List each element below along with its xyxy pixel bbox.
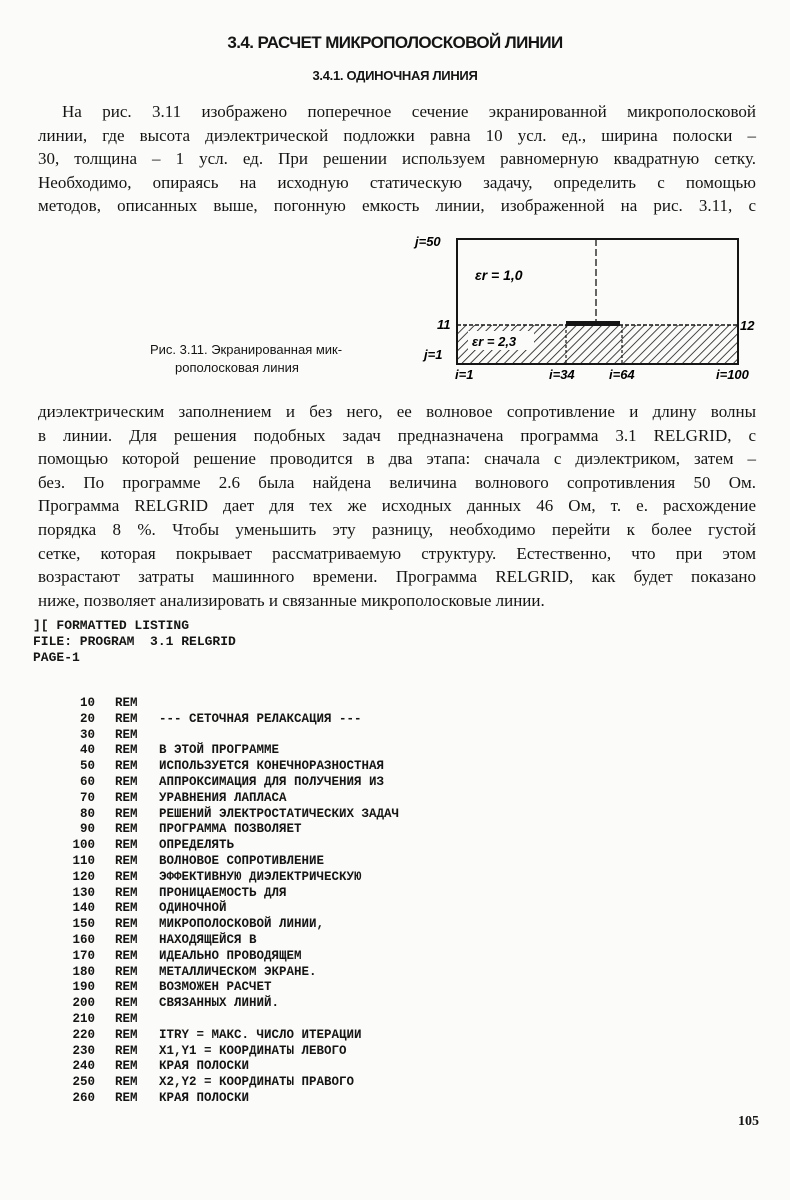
line-number: 10 <box>79 696 95 710</box>
keyword: REM <box>115 743 138 758</box>
code-line <box>60 965 399 981</box>
line-number: 130 <box>72 885 95 900</box>
line-number: 30 <box>79 727 95 742</box>
comment-text: ОПРЕДЕЛЯТЬ <box>159 838 235 853</box>
code-line <box>60 996 399 1012</box>
keyword: REM <box>115 1075 138 1090</box>
code-line <box>60 870 399 886</box>
line-number: 240 <box>72 1059 95 1074</box>
code-line <box>60 712 399 728</box>
text-line: диэлектрическим заполнением и без него, ее волновое сопротивление и длину волны <box>38 402 756 421</box>
text-line: 30, толщина – 1 усл. ед. При решении используем равномерную квадратную сетку. <box>38 149 756 169</box>
code-line <box>60 917 399 933</box>
line-number: 220 <box>72 1027 95 1042</box>
comment-text: ИСПОЛЬЗУЕТСЯ КОНЕЧНОРАЗНОСТНАЯ <box>159 759 385 774</box>
comment-text: ИДЕАЛЬНО ПРОВОДЯЩЕМ <box>159 948 302 963</box>
keyword: REM <box>115 853 138 868</box>
code-line <box>60 1075 399 1091</box>
line-number: 60 <box>79 774 95 789</box>
line-number: 110 <box>72 853 95 868</box>
comment-text: X2,Y2 = КООРДИНАТЫ ПРАВОГО <box>159 1075 355 1090</box>
keyword: REM <box>115 917 138 932</box>
comment-text: СВЯЗАННЫХ ЛИНИЙ. <box>159 996 280 1011</box>
comment-text: КРАЯ ПОЛОСКИ <box>159 1090 250 1105</box>
label-i1: i=1 <box>455 367 474 382</box>
code-line <box>60 933 399 949</box>
comment-text: ВОЛНОВОЕ СОПРОТИВЛЕНИЕ <box>159 853 325 868</box>
keyword: REM <box>115 1011 138 1026</box>
listing-header <box>33 618 236 666</box>
keyword: REM <box>115 727 138 742</box>
comment-text: ITRY = МАКС. ЧИСЛО ИТЕРАЦИИ <box>159 1027 362 1042</box>
keyword: REM <box>115 901 138 916</box>
keyword: REM <box>115 822 138 837</box>
keyword: REM <box>115 1027 138 1042</box>
keyword: REM <box>115 806 138 821</box>
line-number: 150 <box>72 917 95 932</box>
comment-text: --- СЕТОЧНАЯ РЕЛАКСАЦИЯ --- <box>159 711 362 726</box>
text-line: без. По программе 2.6 была найдена величина волнового сопротивления 50 Ом. <box>38 472 756 492</box>
comment-text: АППРОКСИМАЦИЯ ДЛЯ ПОЛУЧЕНИЯ ИЗ <box>159 774 385 789</box>
line-number: 210 <box>72 1011 95 1026</box>
listing-header-line: ][ FORMATTED LISTING <box>33 618 190 633</box>
text-line: сетке, которая покрывает рассматриваемую структуру. Естественно, что при этом <box>38 543 756 563</box>
code-line <box>60 1059 399 1075</box>
comment-text: УРАВНЕНИЯ ЛАПЛАСА <box>159 790 287 805</box>
subsection-title: 3.4.1. ОДИНОЧНАЯ ЛИНИЯ <box>312 68 478 83</box>
program-listing <box>60 696 399 1107</box>
line-number: 170 <box>72 948 95 963</box>
line-number: 20 <box>79 711 95 726</box>
line-number: 50 <box>79 759 95 774</box>
code-line <box>60 807 399 823</box>
text-line: ниже, позволяет анализировать и связанные микрополосковые линии. <box>38 590 545 610</box>
code-line <box>60 854 399 870</box>
paragraph-continuation <box>38 400 756 612</box>
text-line: линии, где высота диэлектрической подложки равна 10 усл. ед., ширина полоски – <box>38 125 756 145</box>
text-line: методов, описанных выше, погонную емкость линии, изображенной на рис. 3.11, с <box>38 196 756 216</box>
line-number: 100 <box>72 838 95 853</box>
keyword: REM <box>115 964 138 979</box>
comment-text: МИКРОПОЛОСКОВОЙ ЛИНИИ, <box>159 917 325 932</box>
code-line <box>60 759 399 775</box>
line-number: 230 <box>72 1043 95 1058</box>
comment-text: ЭФФЕКТИВНУЮ ДИЭЛЕКТРИЧЕСКУЮ <box>159 869 362 884</box>
comment-text: НАХОДЯЩЕЙСЯ В <box>159 932 257 947</box>
microstrip-conductor <box>566 321 620 326</box>
label-j50: j=50 <box>415 234 441 249</box>
keyword: REM <box>115 711 138 726</box>
keyword: REM <box>115 696 138 710</box>
page-number: 105 <box>738 1114 759 1129</box>
keyword: REM <box>115 885 138 900</box>
code-line <box>60 901 399 917</box>
code-line <box>60 980 399 996</box>
comment-text: КРАЯ ПОЛОСКИ <box>159 1059 250 1074</box>
label-i100: i=100 <box>716 367 749 382</box>
caption-line: Рис. 3.11. Экранированная мик- <box>150 342 343 357</box>
code-line <box>60 838 399 854</box>
code-line <box>60 1012 399 1028</box>
comment-text: X1,Y1 = КООРДИНАТЫ ЛЕВОГО <box>159 1043 347 1058</box>
text-line: порядка 8 %. Чтобы уменьшить эту разницу, необходимо перейти к более густой <box>38 519 756 539</box>
section-title: 3.4. РАСЧЕТ МИКРОПОЛОСКОВОЙ ЛИНИИ <box>227 33 563 52</box>
microstrip-cross-section-figure <box>410 228 760 383</box>
keyword: REM <box>115 790 138 805</box>
text-line: На рис. 3.11 изображено поперечное сечение экранированной микрополосковой <box>62 102 756 121</box>
label-i34: i=34 <box>549 367 575 382</box>
code-line <box>60 886 399 902</box>
comment-text: ПРОНИЦАЕМОСТЬ ДЛЯ <box>159 885 287 900</box>
text-line: возрастают затраты машинного времени. Программа RELGRID, как будет показано <box>38 567 756 587</box>
keyword: REM <box>115 1090 138 1105</box>
line-number: 200 <box>72 996 95 1011</box>
keyword: REM <box>115 759 138 774</box>
code-line <box>60 822 399 838</box>
comment-text: МЕТАЛЛИЧЕСКОМ ЭКРАНЕ. <box>159 964 317 979</box>
comment-text: ОДИНОЧНОЙ <box>159 901 227 916</box>
line-number: 180 <box>72 964 95 979</box>
keyword: REM <box>115 996 138 1011</box>
keyword: REM <box>115 869 138 884</box>
listing-header-line: PAGE-1 <box>33 650 80 665</box>
keyword: REM <box>115 980 138 995</box>
comment-text: ПРОГРАММА ПОЗВОЛЯЕТ <box>159 822 302 837</box>
label-eps-dielectric: εr = 2,3 <box>472 334 517 349</box>
line-number: 190 <box>72 980 95 995</box>
code-line <box>60 696 399 712</box>
label-j1: j=1 <box>424 347 443 362</box>
line-number: 260 <box>72 1090 95 1105</box>
text-line: в линии. Для решения подобных задач предназначена программа 3.1 RELGRID, с <box>38 425 756 445</box>
line-number: 90 <box>79 822 95 837</box>
keyword: REM <box>115 932 138 947</box>
keyword: REM <box>115 1059 138 1074</box>
line-number: 80 <box>79 806 95 821</box>
text-line: помощью которой решение проводится в два этапа: сначала с диэлектриком, затем – <box>38 449 756 469</box>
code-line <box>60 728 399 744</box>
listing-header-line: FILE: PROGRAM 3.1 RELGRID <box>33 634 236 649</box>
line-number: 140 <box>72 901 95 916</box>
paragraph-intro <box>38 100 756 218</box>
comment-text: ВОЗМОЖЕН РАСЧЕТ <box>159 980 272 995</box>
line-number: 40 <box>79 743 95 758</box>
figure-caption <box>150 341 360 377</box>
label-11: 11 <box>437 317 451 332</box>
line-number: 120 <box>72 869 95 884</box>
keyword: REM <box>115 948 138 963</box>
comment-text: В ЭТОЙ ПРОГРАММЕ <box>159 743 280 758</box>
label-eps-air: εr = 1,0 <box>475 267 523 283</box>
label-12: 12 <box>740 318 755 333</box>
line-number: 250 <box>72 1075 95 1090</box>
code-line <box>60 775 399 791</box>
code-line <box>60 743 399 759</box>
code-line <box>60 1044 399 1060</box>
code-line <box>60 949 399 965</box>
text-line: Необходимо, опираясь на исходную статическую задачу, определить с помощью <box>38 172 756 192</box>
line-number: 70 <box>79 790 95 805</box>
keyword: REM <box>115 774 138 789</box>
label-i64: i=64 <box>609 367 635 382</box>
keyword: REM <box>115 838 138 853</box>
caption-line: рополосковая линия <box>175 360 299 375</box>
line-number: 160 <box>72 932 95 947</box>
text-line: Программа RELGRID дает для тех же исходных данных 46 Ом, т. е. расхождение <box>38 496 756 516</box>
comment-text: РЕШЕНИЙ ЭЛЕКТРОСТАТИЧЕСКИХ ЗАДАЧ <box>159 806 400 821</box>
keyword: REM <box>115 1043 138 1058</box>
code-line <box>60 1028 399 1044</box>
code-line <box>60 1091 399 1107</box>
code-line <box>60 791 399 807</box>
